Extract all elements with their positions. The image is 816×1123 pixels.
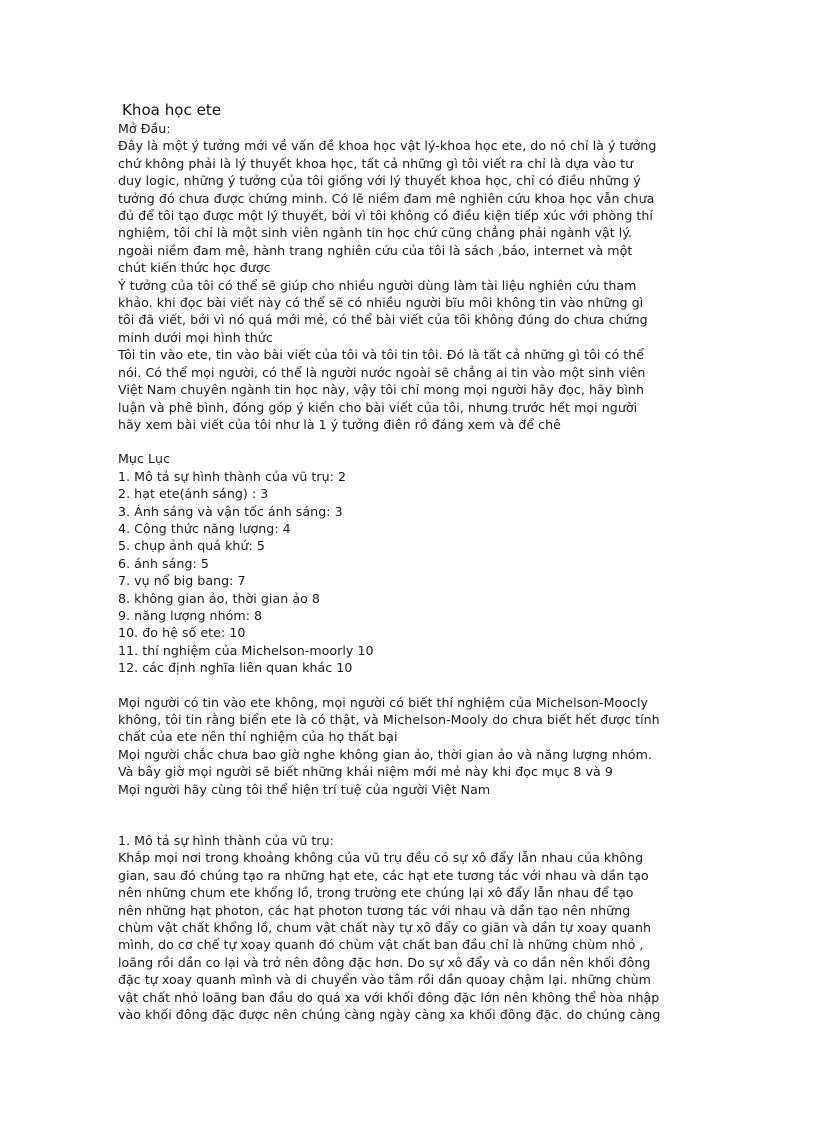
text-line: Ý tưởng của tôi có thể sẽ giúp cho nhiều người dùng làm tài liệu nghiên cứu tham (118, 277, 637, 293)
text-line: minh dưới mọi hình thức (118, 329, 273, 345)
toc-item: 9. năng lượng nhóm: 8 (118, 607, 263, 623)
text-line: tôi đã viết, bởi vì nó quá mới mẻ, có thể bài viết của tôi không đúng do chưa chứng (118, 312, 648, 328)
toc-item: 8. không gian ảo, thời gian ảo 8 (118, 590, 320, 606)
section-1 (118, 832, 708, 1023)
text-line: nghiệm, tôi chỉ là một sinh viên ngành tin học chứ cũng chẳng phải ngành vật lý. (118, 225, 633, 241)
toc-item: 6. ánh sáng: 5 (118, 555, 209, 571)
intro-paragraph (118, 277, 708, 347)
spacer (118, 433, 708, 450)
toc-item: 2. hạt ete(ánh sáng) : 3 (118, 486, 269, 502)
text-line: Mọi người có tin vào ete không, mọi người có biết thí nghiệm của Michelson-Moocly (118, 694, 649, 710)
text-line: tưởng đó chưa được chứng minh. Có lẽ niềm đam mê nghiên cứu khoa học vẫn chưa (118, 190, 655, 206)
intro-paragraph (118, 137, 708, 276)
text-line: đủ để tôi tạo được một lý thuyết, bởi vì tôi không có điều kiện tiếp xúc với phòng thí (118, 208, 653, 224)
toc-item: 10. đo hệ số ete: 10 (118, 625, 246, 641)
spacer (118, 798, 708, 832)
toc-item: 12. các định nghĩa liên quan khác 10 (118, 660, 353, 676)
section-heading: 1. Mô tả sự hình thành của vũ trụ: (118, 833, 334, 849)
text-line: chứ không phải là lý thuyết khoa học, tất cả những gì tôi viết ra chỉ là dựa vào tư (118, 155, 634, 171)
table-of-contents (118, 450, 708, 676)
document-title: Khoa học ete (122, 101, 222, 119)
text-line: Việt Nam chuyên ngành tin học này, vậy tôi chỉ mong mọi người hãy đọc, hãy bình (118, 382, 644, 398)
text-line: mình, do cơ chế tự xoay quanh đó chùm vật chất ban đầu chỉ là những chùm nhỏ , (118, 937, 644, 953)
toc-heading: Mục Lục (118, 451, 171, 467)
text-line: chùm vật chất khổng lồ, chum vật chất này tự xô đẩy co giãn và dần tự xoay quanh (118, 920, 652, 936)
text-line: vào khối đông đặc được nên chúng càng ngày càng xa khối đông đặc. do chúng càng (118, 1007, 661, 1023)
text-line: gian, sau đó chúng tạo ra những hạt ete, các hạt ete tương tác với nhau và dần tạo (118, 867, 649, 883)
toc-item: 3. Ánh sáng và vận tốc ánh sáng: 3 (118, 503, 343, 519)
text-line: nên những chum ete khổng lồ, trong trường ete chúng lại xô đẩy lẫn nhau để tạo (118, 885, 634, 901)
text-line: Tôi tin vào ete, tin vào bài viết của tôi và tôi tin tôi. Đó là tất cả những gì tôi có thể (118, 347, 645, 363)
text-line: Mọi người chắc chưa bao giờ nghe không gian ảo, thời gian ảo và năng lượng nhóm. (118, 746, 653, 762)
text-line: nói. Có thể mọi người, có thể là người nước ngoài sẽ chẳng ai tin vào một sinh viên (118, 364, 646, 380)
text-line: vật chất nhỏ loãng ban đầu do quá xa với khối đông đặc lớn nên không thể hòa nhập (118, 989, 660, 1005)
intro-heading: Mở Đầu: (118, 121, 171, 136)
toc-item: 7. vụ nổ big bang: 7 (118, 573, 246, 589)
text-line: hãy xem bài viết của tôi như là 1 ý tưởng điên rồ đáng xem và để chê (118, 416, 561, 432)
text-line: Mọi người hãy cùng tôi thể hiện trí tuệ của người Việt Nam (118, 781, 491, 797)
text-line: Đây là một ý tưởng mới về vấn đề khoa học vật lý-khoa học ete, do nó chỉ là ý tưởng (118, 138, 657, 154)
text-line: chất của ete nên thí nghiệm của họ thất bại (118, 729, 398, 745)
spacer (118, 677, 708, 694)
text-line: nên những hạt photon, các hạt photon tương tác với nhau và dần tạo nên những (118, 902, 631, 918)
text-line: ngoài niềm đam mê, hành trang nghiên cứu của tôi là sách ,báo, internet và một (118, 242, 633, 258)
text-line: không, tôi tin rằng biển ete là có thật, và Michelson-Mooly do chưa biết hết được tính (118, 712, 660, 727)
toc-item: 1. Mô tả sự hình thành của vũ trụ: 2 (118, 468, 347, 484)
text-line: đặc tự xoay quanh mình và di chuyển vào tâm rồi dần quoay chậm lại. những chùm (118, 972, 651, 988)
intro-paragraph (118, 346, 708, 433)
text-line: chút kiến thức học được (118, 260, 271, 276)
middle-section (118, 694, 708, 798)
text-line: khảo. khi đọc bài viết này có thể sẽ có nhiều người bĩu môi không tin vào những gì (118, 295, 644, 311)
document-page (118, 101, 708, 1024)
text-line: luận và phê bình, đóng góp ý kiến cho bài viết của tôi, nhưng trước hết mọi người (118, 399, 638, 415)
text-line: duy logic, những ý tưởng của tôi giống với lý thuyết khoa học, chỉ có điều những ý (118, 173, 641, 189)
text-line: Và bây giờ mọi người sẽ biết những khái niệm mới mẻ này khi đọc mục 8 và 9 (118, 764, 613, 780)
text-line: Khắp mọi nơi trong khoảng không của vũ trụ đều có sự xô đẩy lẫn nhau của không (118, 850, 644, 866)
toc-item: 11. thí nghiệm của Michelson-moorly 10 (118, 642, 374, 658)
toc-item: 5. chụp ảnh quá khứ: 5 (118, 538, 265, 554)
text-line: loãng rồi dần co lại và trở nên đông đặc hơn. Do sự xô đẩy và co dần nên khối đông (118, 954, 651, 970)
intro-section (118, 137, 708, 433)
toc-item: 4. Công thức năng lượng: 4 (118, 520, 291, 536)
